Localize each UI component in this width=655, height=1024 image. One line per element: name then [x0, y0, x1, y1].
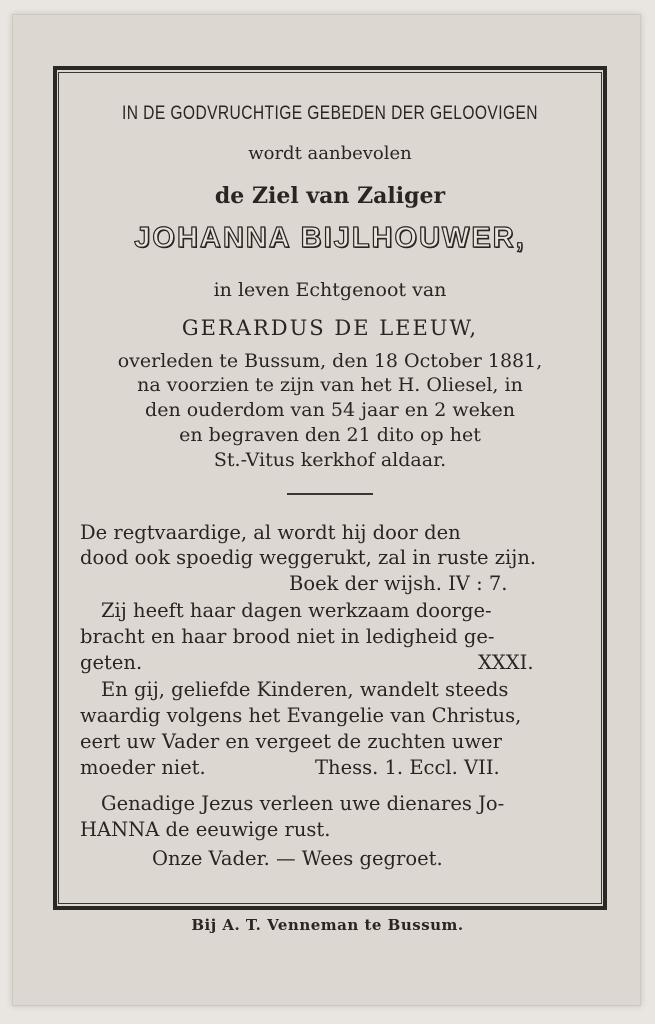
verse-line: eert uw Vader en vergeet de zuchten uwer — [80, 730, 502, 753]
header-soul-of: de Ziel van Zaliger — [214, 183, 446, 209]
verse-line: Genadige Jezus verleen uwe dienares Jo- — [101, 792, 505, 815]
spouse-intro: in leven Echtgenoot van — [213, 279, 447, 301]
verse-line: De regtvaardige, al wordt hij door den — [80, 521, 461, 544]
verse-reference: XXXI. — [478, 651, 534, 674]
printer-imprint: Bij A. T. Venneman te Bussum. — [191, 916, 464, 934]
verse-line: HANNA de eeuwige rust. — [80, 818, 331, 841]
verse-line: waardig volgens het Evangelie van Christus, — [80, 704, 522, 727]
header-recommended: wordt aanbevolen — [248, 143, 412, 164]
verse-line: moeder niet. — [80, 756, 206, 779]
biography-line: en begraven den 21 dito op het — [179, 424, 481, 446]
verse-reference: Boek der wijsh. IV : 7. — [289, 572, 508, 595]
biography-line: na voorzien te zijn van het H. Oliesel, in — [137, 374, 523, 396]
spouse-name: GERARDUS DE LEEUW, — [181, 316, 479, 340]
verse-line: geten. — [80, 651, 143, 674]
biography-line: St.-Vitus kerkhof aldaar. — [213, 449, 447, 471]
verse-line: En gij, geliefde Kinderen, wandelt steeds — [101, 678, 509, 701]
verse-reference: Thess. 1. Eccl. VII. — [315, 756, 500, 779]
verse-line: Zij heeft haar dagen werkzaam doorge- — [101, 599, 492, 622]
verse-line: dood ook spoedig weggerukt, zal in ruste zijn. — [80, 546, 537, 569]
biography-line: den ouderdom van 54 jaar en 2 weken — [145, 399, 515, 421]
header-dedication: IN DE GODVRUCHTIGE GEBEDEN DER GELOOVIGEN — [122, 103, 538, 124]
biography-line: overleden te Bussum, den 18 October 1881, — [117, 350, 543, 372]
closing-prayer: Onze Vader. — Wees gegroet. — [152, 847, 443, 870]
section-divider — [287, 493, 373, 495]
verse-line: bracht en haar brood niet in ledigheid ge- — [80, 625, 495, 648]
deceased-name: JOHANNA BIJLHOUWER, — [134, 222, 526, 254]
